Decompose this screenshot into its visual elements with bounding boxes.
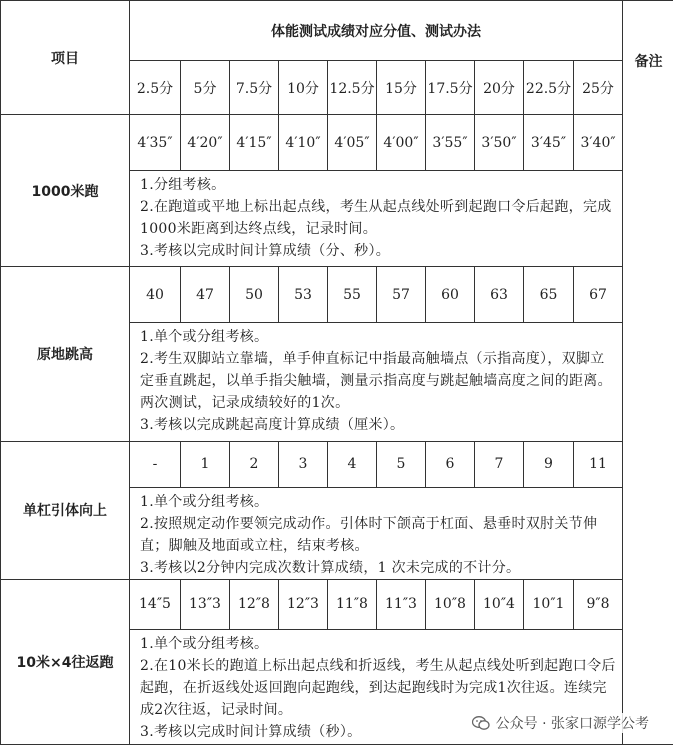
table-row	[1, 115, 673, 171]
value-cell: 6	[426, 441, 475, 487]
method-text	[130, 487, 623, 579]
value-cell: 40	[130, 267, 181, 323]
item-name: 原地跳高	[1, 267, 130, 441]
value-cell: 65	[524, 267, 574, 323]
value-cell: 3′55″	[426, 115, 475, 171]
score-cell: 10分	[279, 61, 328, 115]
watermark	[472, 713, 649, 733]
method-text	[130, 171, 623, 267]
value-cell: 11″8	[328, 579, 377, 629]
value-cell: 3′50″	[475, 115, 524, 171]
value-cell: 14″5	[130, 579, 181, 629]
method-line: 1.分组考核。	[140, 177, 226, 194]
watermark-text: 公众号 · 张家口源学公考	[495, 716, 649, 732]
method-line: 2.在跑道或平地上标出起点线，考生从起点线处听到起跑口令后起跑，完成1000米距离到达终点线，记录时间。	[140, 199, 612, 238]
table-row	[1, 441, 673, 487]
header-remark: 备注	[623, 1, 673, 745]
score-cell: 22.5分	[524, 61, 574, 115]
method-text	[130, 323, 623, 441]
value-cell: 13″3	[181, 579, 230, 629]
method-line: 3.考核以2分钟内完成次数计算成绩，1 次未完成的不计分。	[140, 559, 521, 576]
score-cell: 7.5分	[230, 61, 279, 115]
wechat-icon	[472, 716, 490, 730]
value-cell: 4′00″	[377, 115, 426, 171]
value-cell: 4′10″	[279, 115, 328, 171]
header-title: 体能测试成绩对应分值、测试办法	[130, 1, 623, 61]
value-cell: 2	[230, 441, 279, 487]
value-cell: 3	[279, 441, 328, 487]
value-cell: 3′40″	[574, 115, 623, 171]
method-line: 3.考核以完成时间计算成绩（秒）。	[140, 723, 362, 740]
table-row	[1, 579, 673, 629]
value-cell: 11	[574, 441, 623, 487]
value-cell: 5	[377, 441, 426, 487]
score-cell: 2.5分	[130, 61, 181, 115]
value-cell: 10″4	[475, 579, 524, 629]
method-line: 1.单个或分组考核。	[140, 329, 269, 346]
method-line: 1.单个或分组考核。	[140, 493, 269, 510]
header-item: 项目	[1, 1, 130, 115]
value-cell: 60	[426, 267, 475, 323]
method-line: 3.考核以完成时间计算成绩（分、秒）。	[140, 243, 391, 260]
score-cell: 17.5分	[426, 61, 475, 115]
value-cell: 47	[181, 267, 230, 323]
score-cell: 15分	[377, 61, 426, 115]
value-cell: 55	[328, 267, 377, 323]
value-cell: 7	[475, 441, 524, 487]
value-cell: 50	[230, 267, 279, 323]
value-cell: -	[130, 441, 181, 487]
value-cell: 4′20″	[181, 115, 230, 171]
value-cell: 67	[574, 267, 623, 323]
item-name: 10米×4往返跑	[1, 579, 130, 744]
value-cell: 9″8	[574, 579, 623, 629]
value-cell: 4′35″	[130, 115, 181, 171]
value-cell: 10″8	[426, 579, 475, 629]
score-cell: 12.5分	[328, 61, 377, 115]
score-cell: 25分	[574, 61, 623, 115]
method-line: 2.按照规定动作要领完成动作。引体时下颌高于杠面、悬垂时双肘关节伸直；脚触及地面或立柱，结束考核。	[140, 515, 598, 554]
value-cell: 53	[279, 267, 328, 323]
table-row	[1, 267, 673, 323]
value-cell: 57	[377, 267, 426, 323]
value-cell: 1	[181, 441, 230, 487]
method-line: 1.单个或分组考核。	[140, 635, 269, 652]
item-name: 1000米跑	[1, 115, 130, 267]
item-name: 单杠引体向上	[1, 441, 130, 579]
method-line: 2.在10米长的跑道上标出起点线和折返线，考生从起点线处听到起跑口令后起跑，在折返线处返回跑向起跑线，到达起跑线时为完成1次往返。连续完成2次往返，记录时间。	[140, 657, 616, 718]
value-cell: 10″1	[524, 579, 574, 629]
score-cell: 20分	[475, 61, 524, 115]
method-line: 3.考核以完成跳起高度计算成绩（厘米）。	[140, 417, 405, 434]
value-cell: 3′45″	[524, 115, 574, 171]
score-cell: 5分	[181, 61, 230, 115]
method-line: 2.考生双脚站立靠墙，单手伸直标记中指最高触墙点（示指高度），双脚立定垂直跳起，以单手指尖触墙，测量示指高度与跳起触墙高度之间的距离。两次测试，记录成绩较好的1次。	[140, 351, 612, 412]
value-cell: 11″3	[377, 579, 426, 629]
value-cell: 63	[475, 267, 524, 323]
value-cell: 4	[328, 441, 377, 487]
value-cell: 4′05″	[328, 115, 377, 171]
value-cell: 12″8	[230, 579, 279, 629]
value-cell: 9	[524, 441, 574, 487]
value-cell: 4′15″	[230, 115, 279, 171]
value-cell: 12″3	[279, 579, 328, 629]
